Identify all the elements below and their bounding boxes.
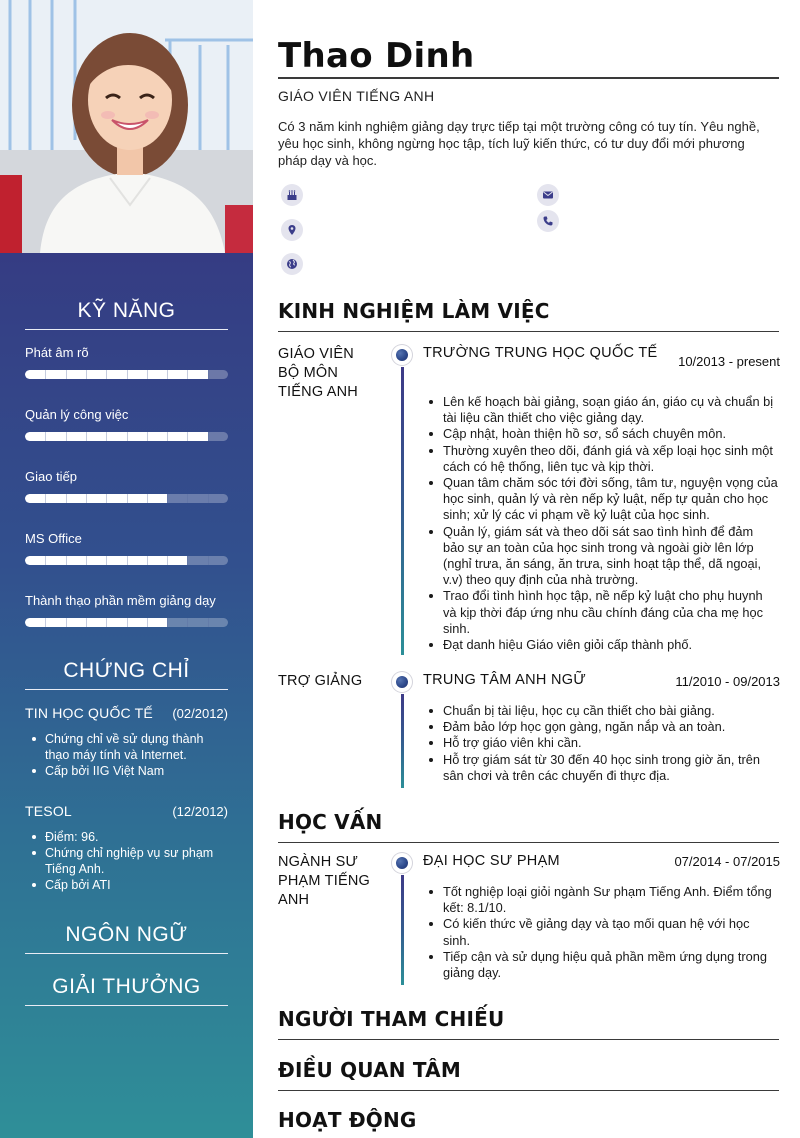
certificate-details [25, 731, 228, 779]
skills-heading: KỸ NĂNG [25, 299, 228, 330]
skill-bar-tick [167, 370, 168, 379]
sidebar [0, 0, 253, 1138]
timeline-dot [392, 853, 412, 873]
skill-bar-tick [187, 556, 188, 565]
timeline-marker [392, 853, 412, 988]
entry-details [423, 703, 778, 784]
envelope-icon [537, 184, 559, 206]
skill-bar-tick [147, 618, 148, 627]
profile-summary: Có 3 năm kinh nghiệm giảng dạy trực tiếp tại một trường công có tuy tín. Yêu nghề, yêu học sinh, không ngừng học tập, tích luỹ kiến thức, có tư duy đổi mới phương pháp dạy và học. [278, 119, 760, 168]
languages-heading: NGÔN NGỮ [25, 923, 228, 954]
skill-bar-tick [45, 618, 46, 627]
timeline-dot [392, 672, 412, 692]
interests-heading: ĐIỀU QUAN TÂM [278, 1058, 779, 1091]
skill-label: Thành thạo phần mềm giảng dạy [25, 593, 216, 608]
skill-bar [25, 618, 228, 627]
list-item: Cấp bởi IIG Việt Nam [45, 763, 228, 779]
skill-bar-tick [167, 556, 168, 565]
skill-bar-tick [127, 556, 128, 565]
list-item: Chứng chỉ nghiệp vụ sư phạm Tiếng Anh. [45, 845, 228, 877]
list-item: Đạt danh hiệu Giáo viên giỏi cấp thành phố. [423, 637, 778, 653]
skill-bar-tick [86, 618, 87, 627]
certificate-item [25, 705, 228, 779]
skill-bar-tick [208, 370, 209, 379]
entry-date: 10/2013 - present [678, 354, 780, 369]
skill-bar-tick [86, 494, 87, 503]
entry-details [423, 884, 778, 981]
timeline-line [401, 694, 404, 788]
skill-bar-tick [106, 432, 107, 441]
skill-bar-tick [127, 494, 128, 503]
skill-item [25, 531, 228, 565]
certificate-date: (02/2012) [172, 706, 228, 721]
map-pin-icon [281, 219, 303, 241]
skill-bar-tick [147, 370, 148, 379]
skill-bar-tick [66, 370, 67, 379]
list-item: Quản lý, giám sát và theo dõi sát sao tình hình để đảm bảo sự an toàn của học sinh trong và ngoài giờ lên lớp (nghỉ trưa, ăn sáng, ăn trưa, sinh hoạt tập thể, dã ngoại, v.v) theo quy định của nhà trường. [423, 524, 778, 589]
skill-bar-tick [187, 432, 188, 441]
profile-photo [0, 0, 253, 253]
skill-bar-tick [208, 494, 209, 503]
skill-bar-tick [187, 370, 188, 379]
skill-bar-tick [187, 618, 188, 627]
list-item: Quan tâm chăm sóc tới đời sống, tâm tư, nguyện vọng của học sinh, quản lý và rèn nếp kỷ luật, nếp tự quản cho học sinh; xử lý các vi phạm về kỷ luật của học sinh. [423, 475, 778, 524]
skill-bar-tick [187, 494, 188, 503]
skill-bar-tick [147, 432, 148, 441]
list-item: Tiếp cận và sử dụng hiệu quả phần mềm ứng dụng trong giảng dạy. [423, 949, 778, 981]
skill-bar-tick [147, 556, 148, 565]
entry-role: NGÀNH SƯ PHẠM TIẾNG ANH [278, 854, 370, 908]
list-item: Thường xuyên theo dõi, đánh giá và xếp loại học sinh một cách có hệ thống, liên tục và kịp thời. [423, 443, 778, 475]
certificate-name: TIN HỌC QUỐC TẾ [25, 705, 153, 721]
skill-bar-tick [86, 556, 87, 565]
skill-bar-tick [106, 618, 107, 627]
list-item: Điểm: 96. [45, 829, 228, 845]
skill-label: Giao tiếp [25, 469, 78, 484]
list-item: Có kiến thức về giảng dạy và tạo mối quan hệ với học sinh. [423, 916, 778, 948]
sidebar-panel [0, 253, 253, 1138]
skill-bar-tick [167, 432, 168, 441]
skill-item [25, 407, 228, 441]
skill-item [25, 469, 228, 503]
skill-bar-tick [208, 556, 209, 565]
skill-bar-tick [147, 494, 148, 503]
list-item: Trao đổi tình hình học tập, nề nếp kỷ luật cho phụ huynh và kịp thời đáp ứng nhu cầu chính đáng của cha mẹ học sinh. [423, 588, 778, 637]
skill-bar-tick [66, 494, 67, 503]
list-item: Cấp bởi ATI [45, 877, 228, 893]
skill-bar-tick [45, 432, 46, 441]
skill-bar-tick [208, 618, 209, 627]
skill-bar-tick [106, 494, 107, 503]
entry-organization: ĐẠI HỌC SƯ PHẠM [423, 853, 560, 869]
timeline-line [401, 367, 404, 655]
certificate-item [25, 803, 228, 893]
skill-bar-tick [45, 370, 46, 379]
list-item: Hỗ trợ giám sát từ 30 đến 40 học sinh trong giờ ăn, trên sân chơi và trên các chuyến đi thực địa. [423, 752, 778, 784]
entry-date: 11/2010 - 09/2013 [675, 674, 780, 689]
portrait-image [0, 0, 253, 253]
skill-bar-tick [45, 494, 46, 503]
list-item: Cập nhật, hoàn thiện hồ sơ, sổ sách chuyên môn. [423, 426, 778, 442]
divider [278, 77, 779, 79]
globe-icon [281, 253, 303, 275]
timeline-dot [392, 345, 412, 365]
skill-bar-tick [45, 556, 46, 565]
skill-bar-tick [106, 370, 107, 379]
entry-details [423, 394, 778, 653]
skill-bar-tick [127, 370, 128, 379]
skill-bar-tick [167, 494, 168, 503]
job-title: GIÁO VIÊN TIẾNG ANH [278, 88, 435, 104]
list-item: Chứng chỉ về sử dụng thành thạo máy tính và Internet. [45, 731, 228, 763]
skill-bar-tick [86, 432, 87, 441]
birthday-cake-icon [281, 184, 303, 206]
certificate-date: (12/2012) [172, 804, 228, 819]
timeline-marker [392, 345, 412, 655]
skill-item [25, 593, 228, 627]
skill-item [25, 345, 228, 379]
skill-fill [25, 432, 208, 441]
skill-bar-tick [66, 618, 67, 627]
skill-bar-tick [167, 618, 168, 627]
entry-organization: TRUNG TÂM ANH NGỮ [423, 672, 587, 688]
skill-bar-tick [208, 432, 209, 441]
skill-label: Quản lý công việc [25, 407, 129, 422]
entry-organization: TRƯỜNG TRUNG HỌC QUỐC TẾ [423, 345, 658, 361]
experience-heading: KINH NGHIỆM LÀM VIỆC [278, 299, 779, 332]
timeline-line [401, 875, 404, 985]
activities-heading: HOẠT ĐỘNG [278, 1108, 417, 1132]
skill-fill [25, 370, 208, 379]
timeline-marker [392, 672, 412, 790]
skill-bar-tick [127, 432, 128, 441]
references-heading: NGƯỜI THAM CHIẾU [278, 1007, 779, 1040]
entry-role: TRỢ GIẢNG [278, 673, 363, 689]
skill-bar-tick [127, 618, 128, 627]
certificates-heading: CHỨNG CHỈ [25, 659, 228, 690]
education-heading: HỌC VẤN [278, 810, 779, 843]
list-item: Hỗ trợ giáo viên khi cần. [423, 735, 778, 751]
skill-bar [25, 494, 228, 503]
skill-bar-tick [86, 370, 87, 379]
skill-bar-tick [106, 556, 107, 565]
list-item: Tốt nghiệp loại giỏi ngành Sư phạm Tiếng Anh. Điểm tổng kết: 8.1/10. [423, 884, 778, 916]
skill-bar [25, 556, 228, 565]
candidate-name: Thao Dinh [278, 36, 475, 76]
skill-label: Phát âm rõ [25, 345, 89, 360]
entry-date: 07/2014 - 07/2015 [674, 854, 780, 869]
list-item: Đảm bảo lớp học gọn gàng, ngăn nắp và an toàn. [423, 719, 778, 735]
entry-role: GIÁO VIÊN BỘ MÔN TIẾNG ANH [278, 346, 358, 400]
certificate-details [25, 829, 228, 893]
skill-fill [25, 494, 167, 503]
skill-label: MS Office [25, 531, 82, 546]
skill-bar [25, 432, 228, 441]
certificate-name: TESOL [25, 803, 72, 819]
phone-icon [537, 210, 559, 232]
list-item: Lên kế hoạch bài giảng, soạn giáo án, giáo cụ và chuẩn bị tài liệu cần thiết cho việc giảng dạy. [423, 394, 778, 426]
skill-bar-tick [66, 432, 67, 441]
list-item: Chuẩn bị tài liệu, học cụ cần thiết cho bài giảng. [423, 703, 778, 719]
skill-bar [25, 370, 228, 379]
skill-fill [25, 618, 167, 627]
awards-heading: GIẢI THƯỞNG [25, 975, 228, 1006]
skill-bar-tick [66, 556, 67, 565]
